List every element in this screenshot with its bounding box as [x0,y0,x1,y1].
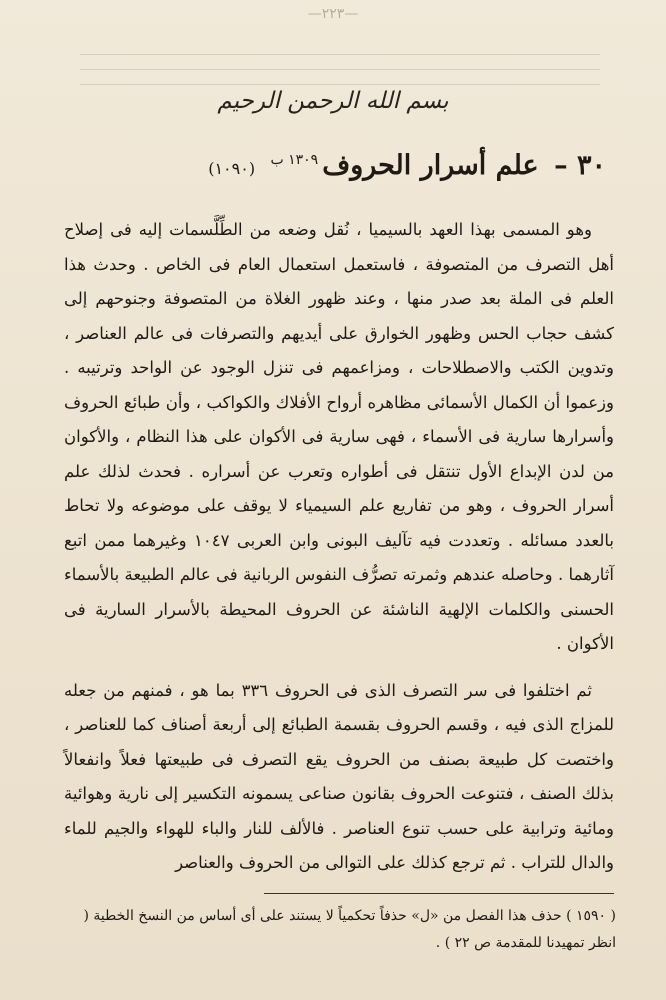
chapter-superscript: ١٣٠٩ ب [270,152,319,168]
page-number: —٢٢٣— [307,6,359,22]
paragraph-1: وهو المسمى بهذا العهد بالسيميا ، نُقل وضعه من الطِّلَّسمات إليه فى إصلاح أهل التصرف من المتصوفة ، فاستعمل استعمال العام فى الخاص . وحدث هذا العلم فى الملة بعد صدر منها ، وعند ظهور الغلاة من المتصوفة وجنوحهم إلى كشف حجاب الحس وظهور الخوارق على أيديهم والتصرفات فى عالم العناصر ، وتدوين الكتب والاصطلاحات ، ومزاعمهم فى تنزل الوجود عن الواحد وترتيبه . وزعموا أن الكمال الأسمائى مظاهره أرواح الأفلاك والكواكب ، وأن طبائع الحروف وأسرارها سارية فى الأسماء ، فهى سارية فى الأكوان على هذا النظام ، والأكوان من لدن الإبداع الأول تنتقل فى أطواره وتعرب عن أسراره . فحدث لذلك علم أسرار الحروف ، وهو من تفاريع علم السيمياء لا يوقف على موضوعه ولا تحاط بالعدد مسائله . وتعددت فيه تآليف البونى وابن العربى ١٠٤٧ وغيرهما ممن اتبع آثارهما . وحاصله عندهم وثمرته تصرُّف النفوس الربانية فى عالم الطبيعة بالأسماء الحسنى والكلمات الإلهية الناشئة عن الحروف المحيطة بالأسرار السارية فى الأكوان . [64,220,614,653]
chapter-heading [60,150,606,181]
chapter-title: علم أسرار الحروف [322,150,539,181]
footnote-rule [264,893,614,894]
paragraph-2: ثم اختلفوا فى سر التصرف الذى فى الحروف ٣٣٦ بما هو ، فمنهم من جعله للمزاج الذى فيه ، وقسم الحروف بقسمة الطبائع إلى أربعة أصناف كما للعناصر ، واختصت كل طبيعة بصنف من الحروف يقع التصرف فى طبيعتها فعلاً وانفعالاً بذلك الصنف ، فتنوعت الحروف بقانون صناعى يسمونه التكسير إلى نارية وهوائية ومائية وترابية على حسب تنوع العناصر . فالألف للنار والباء للهواء والجيم للماء والدال للتراب . ثم ترجع كذلك على التوالى من الحروف والعناصر [64,680,614,872]
footnote: ( ١٥٩٠ ) حذف هذا الفصل من «ل» حذفاً تحكمياً لا يستند على أى أساس من النسخ الخطية ( انظر تمهيدنا للمقدمة ص ٢٢ ) . [83,908,616,951]
basmala: بسم الله الرحمن الرحيم [217,88,449,114]
chapter-number: ٣٠ – [554,150,606,181]
body-text [64,213,614,881]
chapter-footnote-ref: (١٠٩٠) [208,159,256,178]
